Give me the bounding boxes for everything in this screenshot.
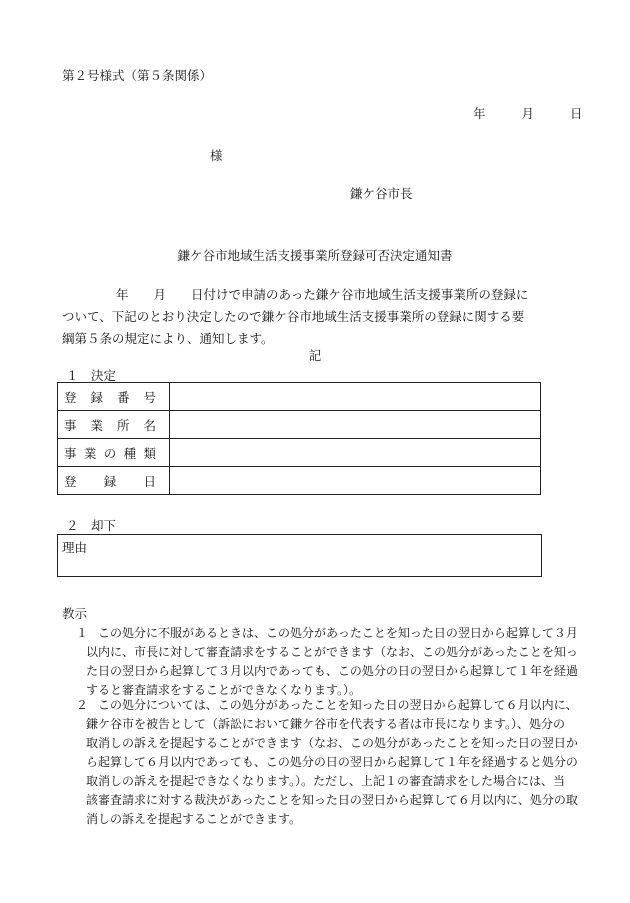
date-day-label: 日 [569, 106, 583, 121]
addressee-suffix: 様 [210, 148, 223, 163]
row-label-registration-date: 登 録 日 [58, 467, 170, 495]
note-item [62, 696, 578, 829]
row-label-business-type: 事 業 の 種 類 [58, 439, 170, 467]
note-line: この処分に不服があるときは、この処分があったことを知った日の翌日から起算して３月 [98, 626, 578, 640]
date-line [473, 104, 582, 122]
document-title: 鎌ケ谷市地域生活支援事業所登録可否決定通知書 [177, 248, 453, 263]
table-row [58, 411, 541, 439]
decision-table [57, 382, 541, 495]
note-line: ら起算して６月以内であっても、この処分の日の翌日から起算して１年を経過すると処分の [86, 755, 578, 769]
note-line: 取消しの訴えを提起できなくなります。）。ただし、上記１の審査請求をした場合には、当 [86, 774, 566, 788]
table-row [58, 439, 541, 467]
note-item [62, 624, 578, 700]
date-year-label: 年 [473, 106, 486, 121]
reason-label: 理由 [62, 540, 88, 555]
note-number: １ [76, 626, 89, 640]
note-line: 該審査請求に対する裁決があったことを知った日の翌日から起算して６月以内に、処分の取 [86, 793, 578, 807]
note-line: 鎌ケ谷市を被告として（訴訟において鎌ケ谷市を代表する者は市長になります。）、処分の [86, 717, 566, 731]
form-number: 第２号様式（第５条関係） [62, 68, 213, 83]
section-decision-heading: １ 決定 [66, 368, 117, 383]
note-line: た日の翌日から起算して３月以内であっても、この処分の日の翌日から起算して１年を経過 [86, 664, 578, 678]
date-month-label: 月 [521, 106, 534, 121]
note-line: 消しの訴えを提起することができます。 [86, 812, 302, 826]
notes-heading: 教示 [62, 606, 88, 621]
table-row [58, 467, 541, 495]
issuer-name: 鎌ケ谷市長 [350, 186, 413, 201]
row-label-registration-number: 登 録 番 号 [58, 383, 170, 411]
registration-number-field[interactable] [170, 383, 541, 411]
body-paragraph [62, 284, 562, 350]
registration-date-field[interactable] [170, 467, 541, 495]
office-name-field[interactable] [170, 411, 541, 439]
table-row [58, 383, 541, 411]
note-number: ２ [76, 698, 89, 712]
note-line: 取消しの訴えを提起することができます（なお、この処分があったことを知った日の翌日か [86, 736, 578, 750]
note-line: この処分については、この処分があったことを知った日の翌日から起算して６月以内に、 [98, 698, 578, 712]
row-label-office-name: 事 業 所 名 [58, 411, 170, 439]
note-line: すると審査請求をすることができなくなります。）。 [86, 683, 362, 697]
rejection-reason-box[interactable] [57, 534, 542, 577]
business-type-field[interactable] [170, 439, 541, 467]
body-line: 年 月 日付けで申請のあった鎌ケ谷市地域生活支援事業所の登録に [116, 287, 529, 302]
body-line: 綱第５条の規定により、通知します。 [62, 331, 274, 346]
section-rejection-heading: ２ 却下 [66, 518, 117, 533]
body-line: ついて、下記のとおり決定したので鎌ケ谷市地域生活支援事業所の登録に関する要 [62, 309, 525, 324]
note-line: 以内に、市長に対して審査請求をすることができます（なお、この処分があったことを知っ [86, 645, 578, 659]
ki-heading: 記 [308, 348, 322, 363]
